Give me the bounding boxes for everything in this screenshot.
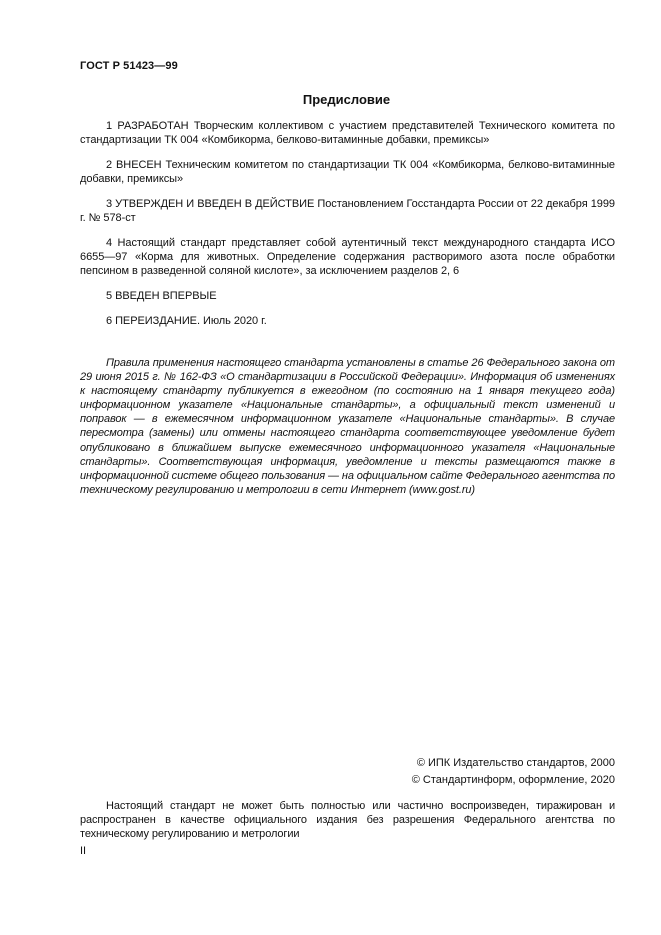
foreword-item-1: 1 РАЗРАБОТАН Творческим коллективом с участием представителей Технического комитета по стандартизации ТК 004 «Комбикорма, белково-витаминные добавки, премиксы» bbox=[80, 120, 615, 146]
foreword-item-5: 5 ВВЕДЕН ВПЕРВЫЕ bbox=[106, 290, 217, 302]
copyright-line-publisher: © ИПК Издательство стандартов, 2000 bbox=[416, 757, 615, 769]
foreword-item-6: 6 ПЕРЕИЗДАНИЕ. Июль 2020 г. bbox=[106, 315, 267, 327]
foreword-title: Предисловие bbox=[302, 92, 391, 107]
copyright-line-design: © Стандартинформ, оформление, 2020 bbox=[411, 774, 615, 786]
copyright-block bbox=[360, 755, 615, 789]
foreword-item-4: 4 Настоящий стандарт представляет собой аутентичный текст международного стандарта ИСО 6655—97 «Корма для животных. Определение содержания растворимого азота после обработки пепсином в разведенной соляной кислоте», за исключением разделов 2, 6 bbox=[80, 237, 615, 277]
application-rules-notice: Правила применения настоящего стандарта установлены в статье 26 Федерального закона от 29 июня 2015 г. № 162-ФЗ «О стандартизации в Российской Федерации». Информация об изменениях к настоящему стандарту публикуется в ежегодном (по состоянию на 1 января текущего года) информационном указателе «Национальные стандарты», а официальный текст изменений и поправок — в ежемесячном информационном указателе «Национальные стандарты». В случае пересмотра (замены) или отмены настоящего стандарта соответствующее уведомление будет опубликовано в ближайшем выпуске ежемесячного информационного указателя «Национальные стандарты». Соответствующая информация, уведомление и тексты размещаются также в информационной системе общего пользования — на официальном сайте Федерального агентства по техническому регулированию и метрологии в сети Интернет (www.gost.ru) bbox=[80, 357, 615, 496]
page-number: II bbox=[80, 845, 87, 857]
foreword-list bbox=[80, 119, 615, 339]
standard-code: ГОСТ Р 51423—99 bbox=[80, 60, 178, 72]
foreword-item-2: 2 ВНЕСЕН Техническим комитетом по стандартизации ТК 004 «Комбикорма, белково-витаминные добавки, премиксы» bbox=[80, 159, 615, 185]
foreword-item-3: 3 УТВЕРЖДЕН И ВВЕДЕН В ДЕЙСТВИЕ Постановлением Госстандарта России от 22 декабря 1999 г. № 578-ст bbox=[80, 198, 615, 224]
reproduction-rights-notice: Настоящий стандарт не может быть полностью или частично воспроизведен, тиражирован и распространен в качестве официального издания без разрешения Федерального агентства по техническому регулированию и метрологии bbox=[80, 800, 615, 840]
